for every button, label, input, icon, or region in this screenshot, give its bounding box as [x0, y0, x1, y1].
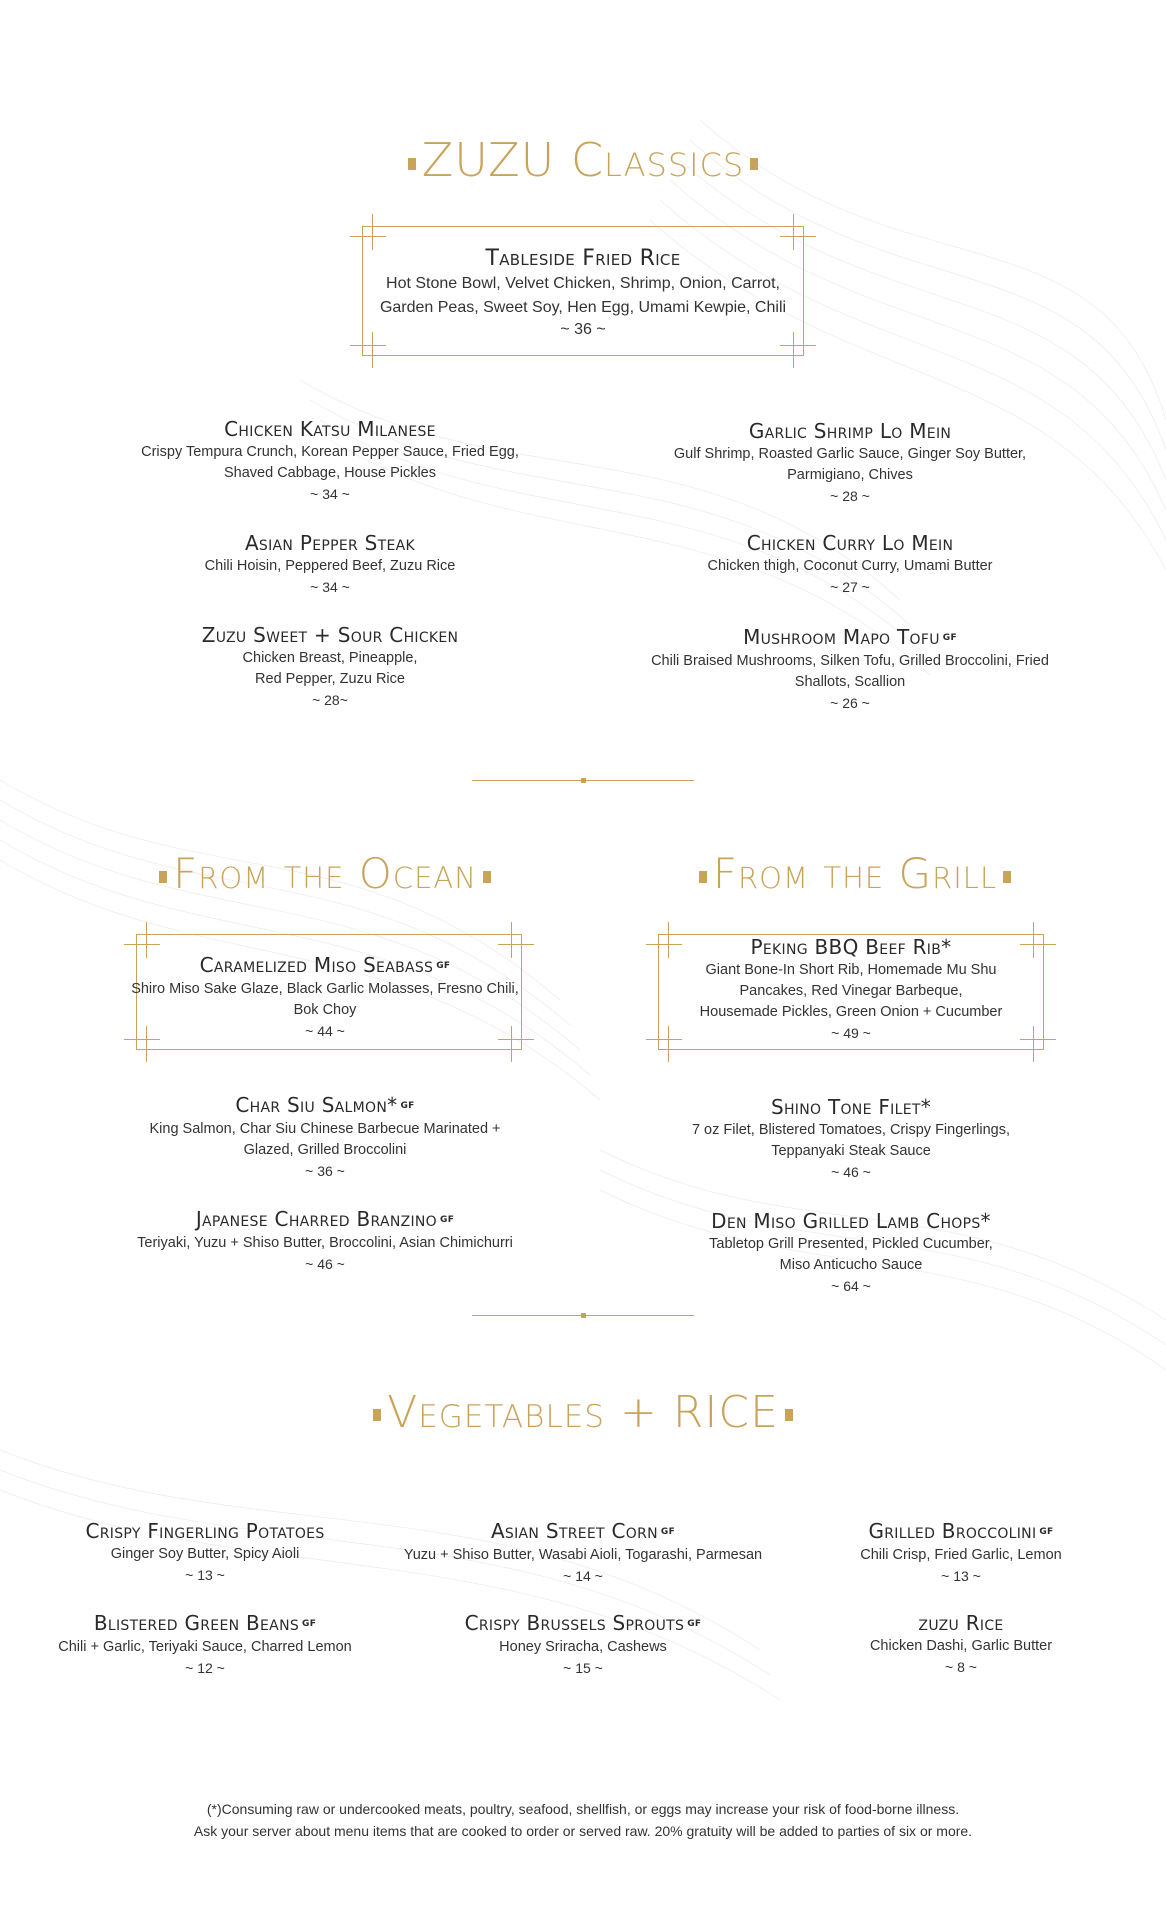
- section-title-grill-text: From the Grill: [712, 849, 998, 898]
- item-price: ~ 28 ~: [830, 488, 870, 504]
- title-ornament: [750, 158, 758, 170]
- item-price: ~ 49 ~: [831, 1025, 871, 1041]
- gluten-free-badge: GF: [687, 1619, 702, 1629]
- item-name: [630, 624, 1070, 651]
- item-name: Asian Pepper Steak: [244, 531, 416, 555]
- menu-item: [630, 418, 1070, 506]
- item-desc: Teppanyaki Steak Sauce: [771, 1143, 931, 1159]
- title-ornament: [159, 871, 167, 883]
- item-price: ~ 27 ~: [830, 579, 870, 595]
- footer-line: (*)Consuming raw or undercooked meats, poultry, seafood, shellfish, or eggs may increase your risk of food-borne illness.: [206, 1801, 960, 1817]
- menu-item: [626, 1094, 1076, 1182]
- item-desc: Ginger Soy Butter, Spicy Aioli: [110, 1546, 300, 1562]
- menu-item-featured: [362, 246, 804, 340]
- item-name: Shino Tone Filet*: [770, 1095, 932, 1119]
- menu-item: [796, 1610, 1126, 1677]
- item-desc: Chili Hoisin, Peppered Beef, Zuzu Rice: [204, 558, 456, 574]
- menu-item: [626, 1208, 1076, 1296]
- item-desc: Bok Choy: [293, 1002, 357, 1018]
- item-price: ~ 26 ~: [830, 695, 870, 711]
- item-desc: Gulf Shrimp, Roasted Garlic Sauce, Ginger Soy Butter,: [673, 446, 1027, 462]
- item-name: [393, 1610, 773, 1637]
- item-desc: Chili Crisp, Fried Garlic, Lemon: [860, 1547, 1062, 1563]
- section-title-grill: [590, 848, 1120, 900]
- item-price: ~ 13 ~: [185, 1567, 225, 1583]
- item-name: Zuzu Sweet + Sour Chicken: [201, 623, 459, 647]
- item-desc: Shallots, Scallion: [794, 674, 906, 690]
- menu-item: [40, 1518, 370, 1585]
- item-name-text: Asian Street Corn: [490, 1519, 658, 1543]
- item-desc: Glazed, Grilled Broccolini: [243, 1142, 407, 1158]
- item-desc: Yuzu + Shiso Butter, Wasabi Aioli, Togarashi, Parmesan: [403, 1547, 763, 1563]
- item-name: Chicken Curry Lo Mein: [746, 531, 954, 555]
- item-price: ~ 15 ~: [563, 1660, 603, 1676]
- item-price: ~ 36 ~: [560, 321, 606, 338]
- menu-item: [110, 622, 550, 710]
- section-title-classics: [0, 132, 1166, 188]
- section-divider: [472, 780, 694, 781]
- title-ornament: [408, 158, 416, 170]
- title-ornament: [373, 1409, 381, 1421]
- menu-item: [393, 1518, 773, 1586]
- item-price: ~ 13 ~: [941, 1568, 981, 1584]
- item-desc: Miso Anticucho Sauce: [779, 1257, 923, 1273]
- item-name-text: Japanese Charred Branzino: [195, 1207, 438, 1231]
- footer-disclaimer: [0, 1798, 1166, 1842]
- item-desc: Housemade Pickles, Green Onion + Cucumber: [699, 1004, 1003, 1020]
- section-title-ocean: [60, 848, 590, 900]
- item-desc: Honey Sriracha, Cashews: [499, 1639, 667, 1655]
- item-desc: Chili Braised Mushrooms, Silken Tofu, Grilled Broccolini, Fried: [651, 653, 1049, 669]
- item-price: ~ 44 ~: [305, 1023, 345, 1039]
- item-desc: Garden Peas, Sweet Soy, Hen Egg, Umami Kewpie, Chili: [379, 299, 787, 316]
- item-desc: Chicken Breast, Pineapple,: [242, 650, 418, 666]
- item-name: Garlic Shrimp Lo Mein: [748, 419, 952, 443]
- item-desc: Hot Stone Bowl, Velvet Chicken, Shrimp, Onion, Carrot,: [386, 275, 780, 292]
- item-name-text: Mushroom Mapo Tofu: [743, 625, 940, 649]
- item-desc: 7 oz Filet, Blistered Tomatoes, Crispy Fingerlings,: [691, 1122, 1011, 1138]
- item-price: ~ 46 ~: [305, 1256, 345, 1272]
- item-desc: Parmigiano, Chives: [787, 467, 913, 483]
- item-desc: Pancakes, Red Vinegar Barbeque,: [739, 983, 963, 999]
- item-price: ~ 12 ~: [185, 1660, 225, 1676]
- menu-item: [630, 530, 1070, 597]
- item-name-text: Char Siu Salmon*: [235, 1093, 398, 1117]
- menu-item: [630, 624, 1070, 713]
- section-title-vegetables-text: Vegetables + RICE: [387, 1387, 779, 1438]
- gluten-free-badge: GF: [1039, 1527, 1054, 1537]
- item-price: ~ 36 ~: [305, 1163, 345, 1179]
- menu-item: [110, 416, 550, 504]
- gluten-free-badge: GF: [400, 1101, 415, 1111]
- item-desc: King Salmon, Char Siu Chinese Barbecue Marinated +: [149, 1121, 501, 1137]
- title-ornament: [785, 1409, 793, 1421]
- menu-item: [100, 1206, 550, 1274]
- title-ornament: [1003, 871, 1011, 883]
- item-desc: Chicken Dashi, Garlic Butter: [869, 1638, 1053, 1654]
- item-name: Crispy Fingerling Potatoes: [85, 1519, 325, 1543]
- menu-item: [393, 1610, 773, 1678]
- menu-item: [796, 1518, 1126, 1586]
- item-price: ~ 28~: [312, 692, 348, 708]
- item-name: [40, 1610, 370, 1637]
- item-price: ~ 8 ~: [945, 1659, 977, 1675]
- item-desc: Giant Bone-In Short Rib, Homemade Mu Shu: [705, 962, 997, 978]
- title-ornament: [699, 871, 707, 883]
- item-name: Chicken Katsu Milanese: [224, 417, 436, 441]
- item-price: ~ 14 ~: [563, 1568, 603, 1584]
- menu-item: [110, 530, 550, 597]
- item-desc: Shaved Cabbage, House Pickles: [224, 465, 436, 481]
- gluten-free-badge: GF: [302, 1619, 317, 1629]
- section-title-ocean-text: From the Ocean: [173, 849, 477, 898]
- footer-line: Ask your server about menu items that are cooked to order or served raw. 20% gratuity will be added to parties of six or more.: [193, 1823, 973, 1839]
- item-name: Den Miso Grilled Lamb Chops*: [711, 1209, 991, 1233]
- item-name-text: Caramelized Miso Seabass: [199, 953, 434, 977]
- item-price: ~ 46 ~: [831, 1164, 871, 1180]
- gluten-free-badge: GF: [660, 1527, 676, 1537]
- item-name: [393, 1518, 773, 1545]
- item-name-text: Blistered Green Beans: [93, 1611, 300, 1635]
- item-price: ~ 34 ~: [310, 579, 350, 595]
- item-desc: Tabletop Grill Presented, Pickled Cucumber,: [709, 1236, 993, 1252]
- item-name: [100, 1092, 550, 1119]
- item-name: [100, 1206, 550, 1233]
- item-name: Tableside Fried Rice: [485, 246, 681, 271]
- item-desc: Chili + Garlic, Teriyaki Sauce, Charred Lemon: [58, 1639, 352, 1655]
- item-desc: Crispy Tempura Crunch, Korean Pepper Sauce, Fried Egg,: [141, 444, 519, 460]
- item-desc: Chicken thigh, Coconut Curry, Umami Butter: [707, 558, 993, 574]
- item-price: ~ 64 ~: [831, 1278, 871, 1294]
- item-name: [100, 952, 550, 979]
- item-name: zuzu Rice: [918, 1611, 1004, 1635]
- section-divider: [472, 1315, 694, 1316]
- item-name: [796, 1518, 1126, 1545]
- title-ornament: [483, 871, 491, 883]
- menu-item: [626, 934, 1076, 1043]
- menu-item: [40, 1610, 370, 1678]
- item-price: ~ 34 ~: [310, 486, 350, 502]
- item-name-text: Crispy Brussels Sprouts: [464, 1611, 685, 1635]
- item-desc: Teriyaki, Yuzu + Shiso Butter, Broccolini, Asian Chimichurri: [137, 1235, 513, 1251]
- menu-item: [100, 952, 550, 1041]
- menu-item: [100, 1092, 550, 1181]
- gluten-free-badge: GF: [436, 961, 451, 971]
- section-title-classics-text: ZUZU Classics: [421, 133, 745, 187]
- item-desc: Red Pepper, Zuzu Rice: [255, 671, 405, 687]
- item-name: Peking BBQ Beef Rib*: [750, 935, 952, 959]
- item-desc: Shiro Miso Sake Glaze, Black Garlic Molasses, Fresno Chili,: [131, 981, 519, 997]
- item-name-text: Grilled Broccolini: [868, 1519, 1037, 1543]
- section-title-vegetables: [0, 1386, 1166, 1440]
- gluten-free-badge: GF: [440, 1215, 455, 1225]
- gluten-free-badge: GF: [942, 633, 957, 643]
